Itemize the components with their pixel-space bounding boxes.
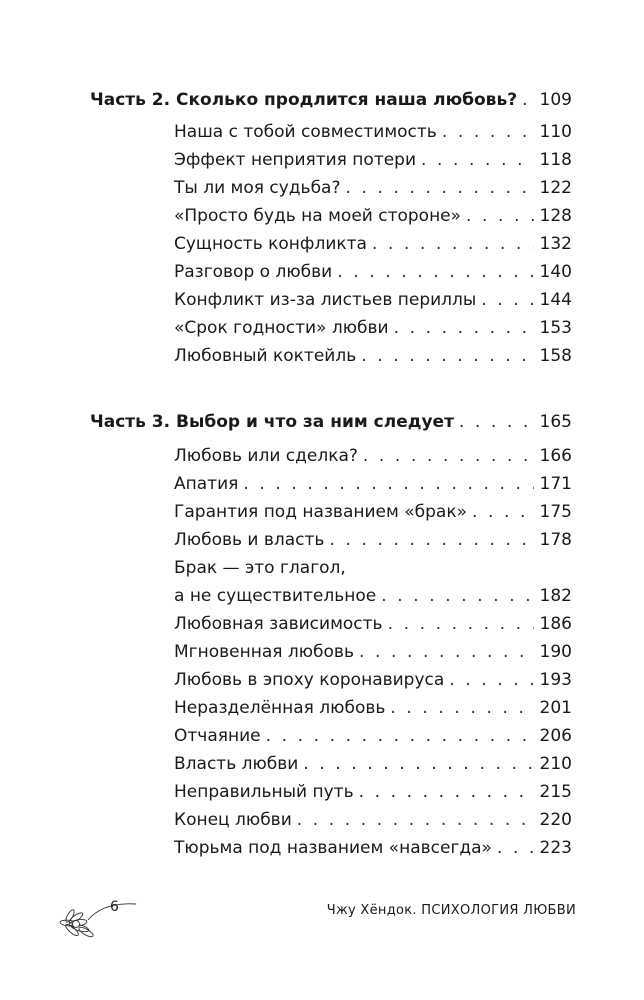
dot-leader <box>346 174 534 202</box>
toc-page-number: 186 <box>539 614 572 634</box>
toc-entry-title: Конец любви <box>174 810 292 830</box>
toc-entry[interactable] <box>174 314 572 342</box>
toc-entry-title: Отчаяние <box>174 726 261 746</box>
toc-page-number: 153 <box>539 318 572 338</box>
toc-entry[interactable] <box>174 582 572 610</box>
toc-entry-title: Любовный коктейль <box>174 346 357 366</box>
dot-leader <box>266 722 534 750</box>
toc-entry[interactable] <box>174 694 572 722</box>
toc-entry[interactable] <box>174 834 572 862</box>
dot-leader <box>522 86 533 114</box>
dot-leader <box>421 146 534 174</box>
toc-part-heading[interactable] <box>90 86 572 114</box>
toc-entry[interactable] <box>174 666 572 694</box>
toc-entry-title: Разговор о любви <box>174 262 333 282</box>
toc-entry[interactable] <box>174 202 572 230</box>
toc-page-number: 223 <box>539 838 572 858</box>
toc-entry[interactable] <box>174 442 572 470</box>
dot-leader <box>243 470 533 498</box>
page-number: 6 <box>110 899 119 915</box>
toc-entry-title: Власть любви <box>174 754 299 774</box>
toc-entry-title: Неправильный путь <box>174 782 354 802</box>
running-title: Чжу Хёндок. ПСИХОЛОГИЯ ЛЮБВИ <box>326 903 576 918</box>
dot-leader <box>449 666 533 694</box>
toc-page-number: 140 <box>539 262 572 282</box>
toc-page-number: 193 <box>539 670 572 690</box>
toc-entry[interactable] <box>174 806 572 834</box>
toc-entry-title: Тюрьма под названием «навсегда» <box>174 838 492 858</box>
toc-page-number: 206 <box>539 726 572 746</box>
toc-page-number: 171 <box>539 474 572 494</box>
toc-entry-title: Апатия <box>174 474 239 494</box>
dot-leader <box>497 834 534 862</box>
toc-entry-title: Гарантия под названием «брак» <box>174 502 467 522</box>
toc-entry-title: Любовь в эпоху коронавируса <box>174 670 445 690</box>
toc-entry-first-line[interactable] <box>174 554 572 582</box>
toc-page-number: 128 <box>539 206 572 226</box>
toc-entry-title: а не существительное <box>174 586 377 606</box>
dot-leader <box>363 442 534 470</box>
toc-page-number: 109 <box>539 90 572 110</box>
dot-leader <box>394 314 534 342</box>
toc-entry[interactable] <box>174 638 572 666</box>
toc-page-number: 165 <box>539 412 572 432</box>
toc-page-number: 178 <box>539 530 572 550</box>
toc-entry-title: Ты ли моя судьба? <box>174 178 341 198</box>
toc-entry[interactable] <box>174 778 572 806</box>
toc-entry-title: Любовная зависимость <box>174 614 383 634</box>
dot-leader <box>388 610 534 638</box>
toc-entry[interactable] <box>174 258 572 286</box>
dot-leader <box>303 750 533 778</box>
dot-leader <box>390 694 533 722</box>
toc-page-number: 132 <box>539 234 572 254</box>
page-footer <box>0 890 644 950</box>
toc-entry[interactable] <box>174 750 572 778</box>
toc-page-number: 215 <box>539 782 572 802</box>
toc-part-title: Часть 2. Сколько продлится наша любовь? <box>90 90 518 110</box>
toc-entry-title: Конфликт из-за листьев периллы <box>174 290 477 310</box>
toc-page-number: 210 <box>539 754 572 774</box>
toc-page-number: 182 <box>539 586 572 606</box>
toc-page-number: 118 <box>539 150 572 170</box>
toc-entry-title: Эффект неприятия потери <box>174 150 417 170</box>
toc-entry-title: «Срок годности» любви <box>174 318 389 338</box>
dot-leader <box>459 408 534 436</box>
toc-entry[interactable] <box>174 230 572 258</box>
dot-leader <box>466 202 534 230</box>
dot-leader <box>361 342 533 370</box>
toc-page-number: 122 <box>539 178 572 198</box>
toc-entry[interactable] <box>174 526 572 554</box>
toc-part-title: Часть 3. Выбор и что за ним следует <box>90 412 454 432</box>
toc-entry[interactable] <box>174 610 572 638</box>
toc-page-number: 158 <box>539 346 572 366</box>
toc-page-number: 220 <box>539 810 572 830</box>
dot-leader <box>359 778 534 806</box>
toc-entry[interactable] <box>174 722 572 750</box>
toc-page-number: 190 <box>539 642 572 662</box>
toc-entry-title: Любовь или сделка? <box>174 446 358 466</box>
dot-leader <box>337 258 533 286</box>
toc-entry[interactable] <box>174 174 572 202</box>
toc-part-heading[interactable] <box>90 408 572 436</box>
toc-entry[interactable] <box>174 118 572 146</box>
dot-leader <box>372 230 534 258</box>
toc-page-number: 110 <box>539 122 572 142</box>
toc-page-number: 175 <box>539 502 572 522</box>
dot-leader <box>297 806 534 834</box>
dot-leader <box>442 118 534 146</box>
dot-leader <box>481 286 533 314</box>
toc-entry[interactable] <box>174 286 572 314</box>
toc-entry-title: Наша с тобой совместимость <box>174 122 437 142</box>
toc-entry[interactable] <box>174 342 572 370</box>
toc-entry-title: Брак — это глагол, <box>174 558 346 578</box>
toc-entry-title: «Просто будь на моей стороне» <box>174 206 462 226</box>
dot-leader <box>472 498 534 526</box>
toc-entry-title: Неразделённая любовь <box>174 698 386 718</box>
toc-entry-title: Любовь и власть <box>174 530 325 550</box>
daisy-flower-icon <box>58 890 138 940</box>
toc-entry-title: Мгновенная любовь <box>174 642 354 662</box>
toc-page-number: 144 <box>539 290 572 310</box>
dot-leader <box>329 526 533 554</box>
dot-leader <box>381 582 533 610</box>
toc-entry[interactable] <box>174 498 572 526</box>
dot-leader <box>359 638 534 666</box>
toc-page-number: 201 <box>539 698 572 718</box>
toc-page-number: 166 <box>539 446 572 466</box>
toc-entry-title: Сущность конфликта <box>174 234 367 254</box>
toc-entry[interactable] <box>174 470 572 498</box>
toc-entry[interactable] <box>174 146 572 174</box>
